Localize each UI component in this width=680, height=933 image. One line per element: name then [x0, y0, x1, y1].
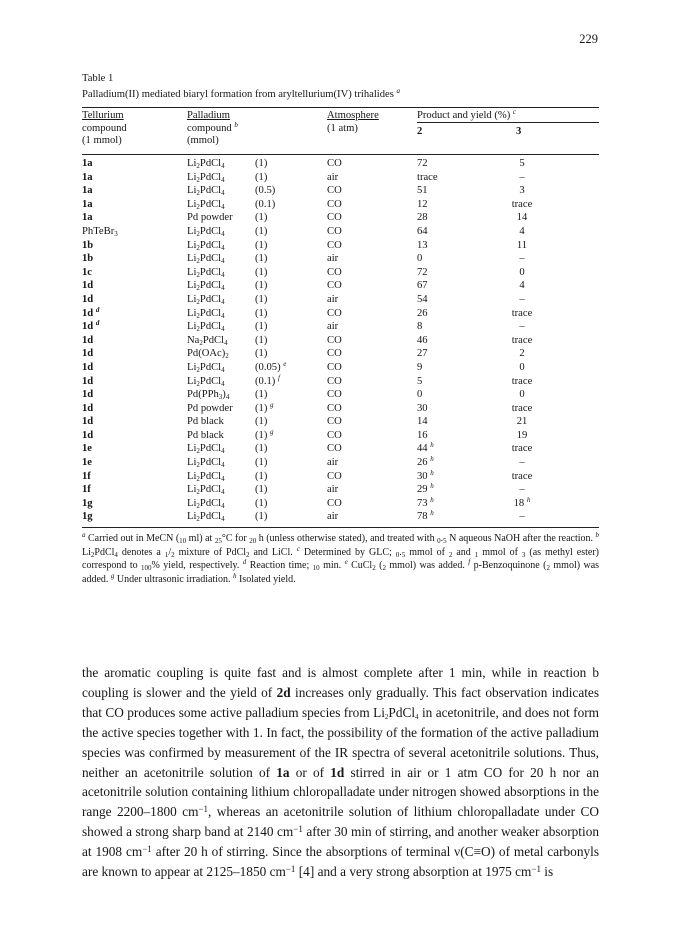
cell-yield-2: 30 — [417, 402, 428, 414]
cell-palladium-mmol: (0.1) $^f$ — [255, 373, 280, 387]
cell-note: h — [430, 495, 434, 504]
footnote-text: $Li_2PdCl_4$ denotes a $_1/_2$ mixture of PdCl$_2$ and LiCl. — [82, 546, 293, 559]
cell-tellurium-compound: 1g — [82, 497, 93, 509]
cell-note: e — [283, 359, 287, 368]
header-product — [417, 110, 516, 123]
cell-palladium-compound: $Li_2PdCl_4$ — [187, 511, 225, 524]
cell-tellurium-compound: 1e — [82, 443, 92, 455]
table-row — [82, 293, 599, 307]
cell-tellurium-compound: 1a — [82, 171, 93, 183]
cell-atmosphere: CO — [327, 266, 342, 278]
cell-atmosphere: CO — [327, 389, 342, 401]
cell-yield-2: 29 $^h$ — [417, 482, 434, 496]
cell-yield-2: 5 — [417, 375, 423, 387]
cell-palladium-compound: $Li_2PdCl_4$ — [187, 266, 225, 279]
cell-note: f — [277, 373, 280, 382]
table-row — [82, 483, 599, 497]
cell-palladium-compound: $Li_2PdCl_4$ — [187, 375, 225, 388]
table-row — [82, 442, 599, 456]
cell-yield-3: 0 — [519, 361, 525, 373]
cell-tellurium-compound: 1d $^d$ — [82, 319, 100, 333]
cell-palladium-compound: $Li_2PdCl_4$ — [187, 484, 225, 497]
table-row — [82, 279, 599, 293]
cell-tellurium-compound: 1d — [82, 416, 94, 428]
footnote-mark: b — [595, 531, 600, 540]
table-row — [82, 402, 599, 416]
cell-yield-2: 67 — [417, 280, 428, 292]
footnote-text: CuCl$_2$ ($_2$ mmol) was added. — [351, 560, 465, 573]
cell-yield-3: 11 — [516, 239, 528, 251]
table-caption-note: a — [396, 87, 400, 95]
cell-tellurium-compound: 1d — [82, 348, 94, 360]
cell-note: d — [95, 305, 100, 314]
cell-atmosphere: air — [327, 171, 339, 183]
cell-palladium-compound: $Pd(OAc)_2$ — [187, 348, 229, 361]
cell-palladium-compound: Pd black — [187, 416, 224, 428]
cell-yield-2: trace — [417, 171, 438, 183]
footnote-mark: d — [242, 558, 247, 567]
table-row — [82, 388, 599, 402]
cell-palladium-compound: $Li_2PdCl_4$ — [187, 321, 225, 334]
table-row — [82, 184, 599, 198]
cell-palladium-mmol: (0.1) — [255, 198, 276, 210]
table-row — [82, 470, 599, 484]
cell-tellurium-compound: 1d — [82, 280, 94, 292]
cell-palladium-mmol: (1) — [255, 389, 268, 401]
cell-atmosphere: CO — [327, 375, 342, 387]
cell-yield-2: 12 — [417, 198, 428, 210]
table-row — [82, 334, 599, 348]
header-palladium-line1: Palladium — [187, 110, 230, 121]
header-col2: 2 — [417, 126, 423, 137]
table-caption-text: Palladium(II) mediated biaryl formation from aryltellurium(IV) trihalides — [82, 89, 394, 100]
cell-note: h — [430, 482, 434, 491]
cell-yield-2: 13 — [417, 239, 428, 251]
cell-atmosphere: CO — [327, 212, 342, 224]
cell-yield-2: 51 — [417, 185, 428, 197]
cell-tellurium-compound: 1d $^d$ — [82, 305, 100, 319]
cell-yield-3: – — [519, 484, 525, 496]
header-atmosphere — [327, 110, 379, 135]
cell-yield-2: 26 $^h$ — [417, 455, 434, 469]
cell-palladium-compound: $Li_2PdCl_4$ — [187, 470, 225, 483]
cell-palladium-compound: $Li_2PdCl_4$ — [187, 307, 225, 320]
cell-yield-3: 3 — [519, 185, 525, 197]
header-atmosphere-line2: (1 atm) — [327, 122, 358, 134]
cell-yield-3: 21 — [516, 416, 528, 428]
table-block — [82, 72, 599, 586]
table-row — [82, 252, 599, 266]
cell-palladium-compound: $Li_2PdCl_4$ — [187, 198, 225, 211]
cell-yield-2: 26 — [417, 307, 428, 319]
cell-palladium-mmol: (1) — [255, 348, 268, 360]
header-palladium-note: b — [234, 120, 238, 129]
cell-palladium-compound: $Li_2PdCl_4$ — [187, 293, 225, 306]
cell-tellurium-compound: 1b — [82, 239, 94, 251]
table-row — [82, 307, 599, 321]
cell-palladium-compound: Pd powder — [187, 402, 233, 414]
cell-atmosphere: CO — [327, 185, 342, 197]
cell-palladium-compound: $Li_2PdCl_4$ — [187, 280, 225, 293]
cell-yield-2: 64 — [417, 225, 428, 237]
table-row — [82, 361, 599, 375]
table-label: Table 1 — [82, 73, 114, 84]
cell-palladium-mmol: (1) — [255, 307, 268, 319]
cell-tellurium-compound: 1a — [82, 212, 93, 224]
cell-yield-2: 54 — [417, 293, 428, 305]
table-caption — [82, 88, 599, 102]
cell-atmosphere: CO — [327, 429, 342, 441]
table-row — [82, 198, 599, 212]
cell-palladium-mmol: (1) — [255, 239, 268, 251]
cell-note: h — [430, 468, 434, 477]
cell-tellurium-compound: 1a — [82, 158, 93, 169]
cell-note: d — [95, 319, 100, 328]
footnote-text: Isolated yield. — [238, 573, 296, 585]
cell-tellurium-compound: 1f — [82, 470, 91, 482]
cell-tellurium-compound: 1d — [82, 402, 94, 414]
header-tellurium — [82, 110, 127, 148]
table-row — [82, 266, 599, 280]
cell-yield-3: – — [519, 253, 525, 265]
cell-yield-2: 46 — [417, 334, 428, 346]
body-paragraph: the aromatic coupling is quite fast and is almost complete after 1 min, while in reaction b coupling is slower and the yield of 2d increases only gradually. This fact observation indicates that CO produces some active palladium species from $Li_2PdCl_4$ in acetonitrile, and does not form the active species together with 1. In fact, the possibility of the formation of the active palladium species was confirmed by measurement of the IR spectra of several acetonitrile solutions. Thus, neither an acetonitrile solution of 1a or of 1d stirred in air or 1 atm CO for 20 h nor an acetonitrile solution containing lithium chloropalladate under nitrogen showed absorptions in the range 2200–1800 $cm^{-1}$, whereas an acetonitrile solution of lithium chloropalladate under CO showed a strong sharp band at 2140 $cm^{-1}$ after 30 min of stirring, and another weaker absorption at 1908 $cm^{-1}$ after 20 h of stirring. Since the absorptions of terminal ν(C≡O) of metal carbonyls are known to appear at 2125–1850 $cm^{-1}$ [4] and a very strong absorption at 1975 $cm^{-1}$ is — [82, 665, 600, 880]
cell-palladium-mmol: (1) — [255, 334, 268, 346]
cell-note: g — [270, 427, 274, 436]
footnote-mark: h — [232, 571, 237, 580]
cell-palladium-mmol: (1) — [255, 280, 268, 292]
cell-palladium-compound: $Li_2PdCl_4$ — [187, 443, 225, 456]
cell-atmosphere: CO — [327, 158, 342, 169]
table-row — [82, 497, 599, 511]
cell-yield-3: trace — [511, 334, 533, 346]
cell-palladium-mmol: (1) — [255, 457, 268, 469]
footnote-mark: a — [82, 531, 86, 540]
cell-yield-3: – — [519, 511, 525, 523]
cell-palladium-mmol: (1) — [255, 497, 268, 509]
cell-tellurium-compound: 1a — [82, 185, 93, 197]
cell-yield-3: trace — [511, 375, 533, 387]
header-tellurium-line3: (1 mmol) — [82, 135, 122, 146]
cell-yield-2: 0 — [417, 253, 423, 265]
cell-yield-3: 4 — [519, 280, 525, 292]
cell-atmosphere: air — [327, 253, 339, 265]
header-tellurium-line2: compound — [82, 122, 127, 134]
cell-yield-2: 73 $^h$ — [417, 495, 434, 509]
footnote-mark: c — [296, 544, 300, 553]
cell-note: h — [430, 441, 434, 450]
header-tellurium-line1: Tellurium — [82, 110, 124, 121]
cell-palladium-compound: $Na_2PdCl_4$ — [187, 334, 228, 347]
cell-yield-3: 4 — [519, 225, 525, 237]
cell-palladium-mmol: (1) — [255, 484, 268, 496]
footnote-mark: f — [468, 558, 471, 567]
cell-atmosphere: air — [327, 457, 339, 469]
cell-atmosphere: air — [327, 484, 339, 496]
cell-palladium-mmol: (1) $^g$ — [255, 427, 274, 441]
cell-palladium-mmol: (1) — [255, 158, 268, 169]
cell-yield-3: 18 $^h$ — [513, 495, 531, 509]
table-row — [82, 347, 599, 361]
cell-atmosphere: air — [327, 293, 339, 305]
cell-atmosphere: air — [327, 511, 339, 523]
table-row — [82, 157, 599, 171]
footnote-text: Reaction time; $_{10}$ min. — [249, 560, 342, 573]
cell-yield-2: 16 — [417, 429, 428, 441]
cell-palladium-mmol: (1) — [255, 470, 268, 482]
table-row — [82, 225, 599, 239]
table-header — [82, 108, 599, 154]
cell-tellurium-compound: 1a — [82, 198, 93, 210]
table-body — [82, 155, 599, 527]
cell-atmosphere: CO — [327, 307, 342, 319]
cell-palladium-mmol: (1) — [255, 443, 268, 455]
cell-note: h — [430, 509, 434, 518]
cell-yield-3: 0 — [519, 266, 525, 278]
cell-palladium-mmol: (1) — [255, 266, 268, 278]
table-row — [82, 415, 599, 429]
cell-palladium-compound: $Li_2PdCl_4$ — [187, 185, 225, 198]
cell-tellurium-compound: 1d — [82, 375, 94, 387]
cell-atmosphere: CO — [327, 416, 342, 428]
cell-palladium-mmol: (1) — [255, 253, 268, 265]
page-number: 229 — [579, 32, 598, 46]
table-bottom-rule — [82, 527, 599, 528]
cell-palladium-mmol: (1) — [255, 212, 268, 224]
cell-yield-3: trace — [511, 307, 533, 319]
cell-yield-3: trace — [511, 470, 533, 482]
cell-tellurium-compound: 1f — [82, 484, 91, 496]
cell-atmosphere: CO — [327, 470, 342, 482]
cell-tellurium-compound: 1d — [82, 361, 94, 373]
cell-atmosphere: CO — [327, 334, 342, 346]
cell-yield-3: – — [519, 171, 525, 183]
cell-palladium-compound: $Li_2PdCl_4$ — [187, 171, 225, 184]
cell-note: h — [526, 495, 531, 504]
table-footnotes — [82, 532, 599, 586]
cell-tellurium-compound: 1e — [82, 457, 92, 469]
cell-yield-2: 9 — [417, 361, 423, 373]
table-row — [82, 239, 599, 253]
cell-palladium-mmol: (0.5) — [255, 185, 276, 197]
cell-yield-3: trace — [511, 402, 533, 414]
cell-yield-2: 44 $^h$ — [417, 441, 434, 455]
cell-tellurium-compound: 1g — [82, 511, 93, 523]
cell-tellurium-compound: 1d — [82, 429, 94, 441]
cell-yield-3: – — [519, 457, 525, 469]
body-text — [82, 663, 599, 882]
cell-yield-3: trace — [511, 198, 533, 210]
footnote-text: Under ultrasonic irradiation. — [116, 573, 231, 585]
cell-yield-2: 8 — [417, 321, 423, 333]
cell-yield-3: – — [519, 293, 525, 305]
footnote-mark: g — [110, 571, 115, 580]
cell-palladium-compound: $Li_2PdCl_4$ — [187, 225, 225, 238]
cell-palladium-compound: $Li_2PdCl_4$ — [187, 158, 225, 170]
table-row — [82, 171, 599, 185]
cell-palladium-compound: $Li_2PdCl_4$ — [187, 239, 225, 252]
cell-yield-2: 30 $^h$ — [417, 468, 434, 482]
cell-yield-2: 14 — [417, 416, 428, 428]
cell-yield-3: 0 — [519, 389, 525, 401]
footnote-text: Carried out in MeCN ($_{10}$ ml) at $_{25}$°C for $_{20}$ h (unless otherwise stated), and treated with $_0._5$ N aqueous NaOH after the reaction. — [88, 533, 594, 546]
table-row — [82, 456, 599, 470]
cell-yield-2: 27 — [417, 348, 428, 360]
cell-yield-3: 5 — [519, 158, 525, 169]
cell-atmosphere: air — [327, 321, 339, 333]
cell-note: h — [430, 455, 434, 464]
cell-atmosphere: CO — [327, 443, 342, 455]
product-subrule — [417, 122, 599, 123]
table-row — [82, 429, 599, 443]
cell-palladium-compound: Pd powder — [187, 212, 233, 224]
cell-yield-3: 14 — [516, 212, 528, 224]
header-product-label: Product and yield (%) — [417, 110, 511, 121]
cell-atmosphere: CO — [327, 497, 342, 509]
cell-palladium-mmol: (1) — [255, 171, 268, 183]
cell-yield-2: 72 — [417, 158, 428, 169]
cell-yield-3: – — [519, 321, 525, 333]
table-row — [82, 510, 599, 524]
footnote-mark: e — [344, 558, 348, 567]
table-row — [82, 320, 599, 334]
cell-yield-3: trace — [511, 443, 533, 455]
cell-tellurium-compound: 1d — [82, 334, 94, 346]
cell-atmosphere: CO — [327, 361, 342, 373]
cell-tellurium-compound: PhTeBr$_3$ — [82, 225, 118, 238]
header-product-note: c — [512, 108, 517, 116]
cell-palladium-mmol: (1) — [255, 511, 268, 523]
cell-tellurium-compound: 1c — [82, 266, 92, 278]
cell-palladium-mmol: (1) — [255, 293, 268, 305]
header-palladium-line2: compound — [187, 122, 232, 134]
cell-tellurium-compound: 1d — [82, 389, 94, 401]
cell-palladium-compound: $Li_2PdCl_4$ — [187, 457, 225, 470]
cell-tellurium-compound: 1d — [82, 293, 94, 305]
cell-palladium-compound: $Li_2PdCl_4$ — [187, 253, 225, 266]
header-col3: 3 — [516, 126, 522, 137]
cell-palladium-mmol: (0.05) $^e$ — [255, 359, 287, 373]
cell-yield-2: 28 — [417, 212, 428, 224]
cell-yield-3: 2 — [519, 348, 525, 360]
cell-atmosphere: CO — [327, 225, 342, 237]
cell-yield-2: 0 — [417, 389, 423, 401]
footnote-text: Determined by GLC; $_0._5$ mmol of $_2$ and $_1$ mmol of $_3$ (as methyl ester) correspond to $_{100}$% yield, respectively. — [82, 546, 599, 573]
cell-atmosphere: CO — [327, 198, 342, 210]
cell-atmosphere: CO — [327, 402, 342, 414]
footnote-text: p-Benzoquinone ($_2$ mmol) was added. — [82, 560, 600, 585]
cell-palladium-mmol: (1) — [255, 416, 268, 428]
cell-palladium-mmol: (1) — [255, 321, 268, 333]
cell-yield-2: 78 $^h$ — [417, 509, 434, 523]
table-row — [82, 211, 599, 225]
cell-palladium-mmol: (1) — [255, 225, 268, 237]
cell-yield-3: 19 — [516, 429, 528, 441]
header-atmosphere-line1: Atmosphere — [327, 110, 379, 121]
table-row — [82, 375, 599, 389]
cell-palladium-mmol: (1) $^g$ — [255, 400, 274, 414]
cell-atmosphere: CO — [327, 239, 342, 251]
cell-palladium-compound: $Pd(PPh_3)_4$ — [187, 389, 230, 402]
cell-palladium-compound: $Li_2PdCl_4$ — [187, 361, 225, 374]
header-palladium-line3: (mmol) — [187, 135, 219, 146]
cell-tellurium-compound: 1b — [82, 253, 94, 265]
cell-note: g — [270, 400, 274, 409]
cell-yield-2: 72 — [417, 266, 428, 278]
cell-atmosphere: CO — [327, 280, 342, 292]
cell-palladium-compound: $Li_2PdCl_4$ — [187, 497, 225, 510]
cell-palladium-compound: Pd black — [187, 429, 224, 441]
header-palladium — [187, 110, 238, 148]
cell-atmosphere: CO — [327, 348, 342, 360]
